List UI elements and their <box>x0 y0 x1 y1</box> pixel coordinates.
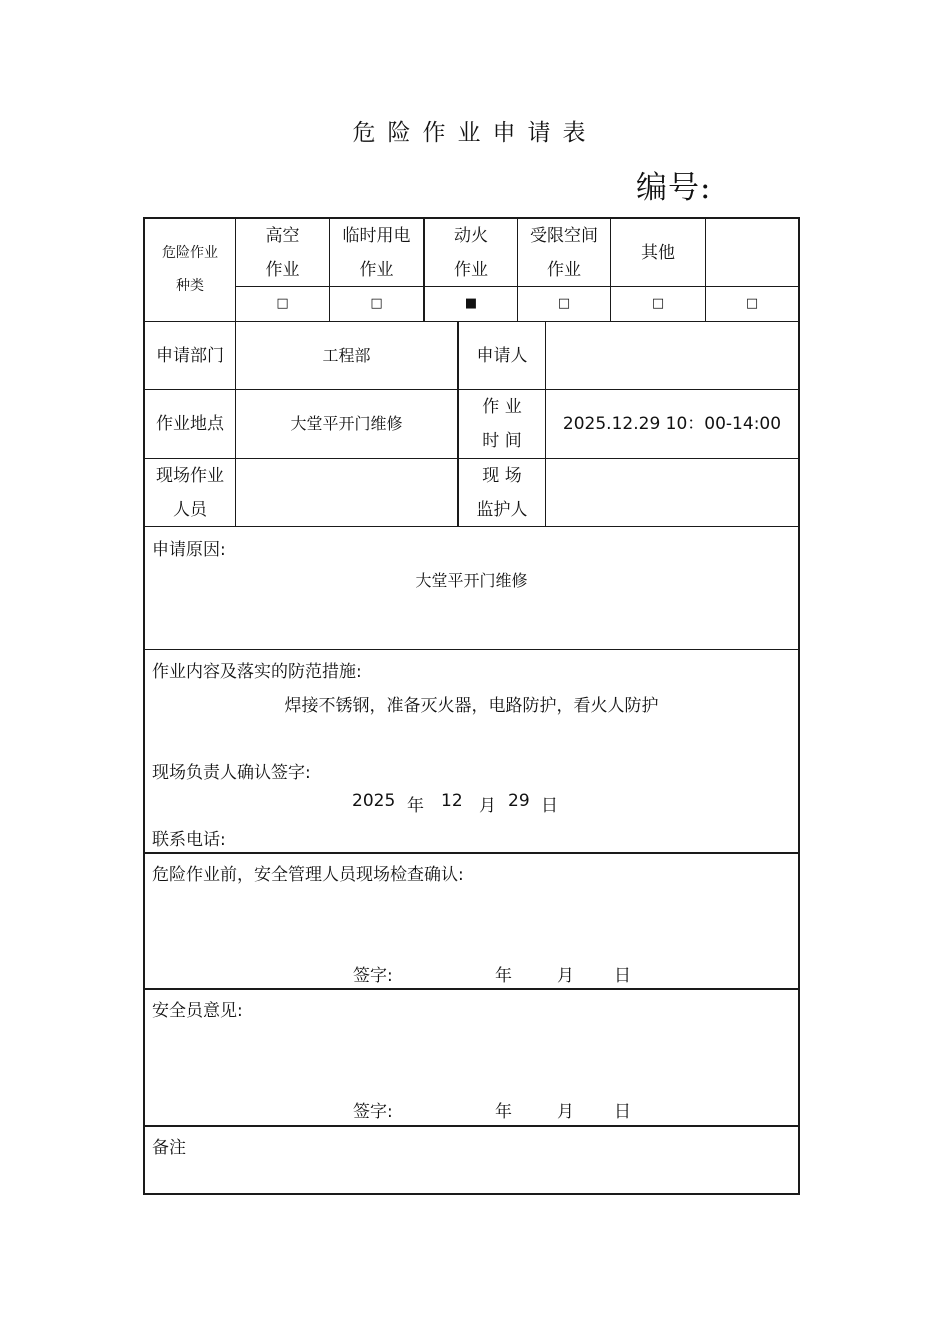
type-label: 作业 <box>359 259 394 280</box>
row-divider <box>143 649 800 650</box>
type-label: 临时用电 <box>342 225 411 246</box>
safety-year-unit: 年 <box>495 1102 512 1122</box>
remarks-label: 备注 <box>152 1138 186 1158</box>
location-label: 作业地点 <box>156 414 224 434</box>
type-label: 作业 <box>265 259 300 280</box>
type-label: 高空 <box>265 225 300 246</box>
dept-value[interactable]: 工程部 <box>322 345 371 365</box>
reason-label: 申请原因: <box>152 540 226 560</box>
precheck-month-unit: 月 <box>557 966 574 986</box>
type-confined-space <box>518 219 610 286</box>
type-label: 作业 <box>547 259 581 280</box>
precheck-label: 危险作业前，安全管理人员现场检查确认: <box>152 865 464 885</box>
type-blank <box>706 219 798 286</box>
location-value[interactable]: 大堂平开门维修 <box>290 414 403 433</box>
confirm-signature-label: 现场负责人确认签字: <box>152 763 311 783</box>
applicant-label: 申请人 <box>476 345 528 366</box>
row-divider <box>143 1125 800 1127</box>
guardian-label <box>459 459 545 526</box>
precheck-sign-label: 签字: <box>353 966 393 986</box>
row-divider <box>143 988 800 990</box>
workers-label-line1: 现场作业 <box>156 465 224 486</box>
checkbox-high-altitude[interactable]: □ <box>276 296 289 311</box>
type-label: 受限空间 <box>530 225 598 246</box>
table-border-bottom <box>143 1193 800 1195</box>
hazard-type-label-line2: 种类 <box>176 278 204 294</box>
page-title: 危险作业申请表 <box>352 120 598 146</box>
type-temporary-power <box>330 219 423 286</box>
confirm-day-unit: 日 <box>541 796 558 816</box>
confirm-month[interactable]: 12 <box>441 791 463 811</box>
hazard-type-label-line1: 危险作业 <box>162 245 218 261</box>
checkbox-blank[interactable]: □ <box>745 296 759 311</box>
guardian-value[interactable] <box>546 459 798 526</box>
safety-sign-label: 签字: <box>353 1102 393 1122</box>
serial-number-label: 编号: <box>636 170 712 206</box>
type-high-altitude <box>236 219 329 286</box>
type-label: 其他 <box>641 242 675 263</box>
checkbox-confined-space[interactable]: □ <box>557 296 571 311</box>
confirm-year[interactable]: 2025 <box>352 791 396 811</box>
work-time-value[interactable]: 2025.12.29 10：00-14:00 <box>562 414 782 434</box>
row-divider <box>143 526 800 527</box>
precheck-day-unit: 日 <box>614 966 631 986</box>
work-time-label <box>459 390 545 458</box>
safety-month-unit: 月 <box>557 1102 574 1122</box>
phone-label: 联系电话: <box>152 830 226 850</box>
precheck-year-unit: 年 <box>495 966 512 986</box>
type-other <box>611 219 705 286</box>
reason-value[interactable]: 大堂平开门维修 <box>415 571 528 590</box>
type-label: 动火 <box>454 225 488 246</box>
checkbox-other[interactable]: □ <box>651 296 665 311</box>
row-divider <box>143 852 800 854</box>
confirm-month-unit: 月 <box>479 796 496 816</box>
checkbox-temporary-power[interactable]: □ <box>370 296 383 311</box>
workers-label <box>145 459 235 526</box>
work-time-label-line2: 时 间 <box>482 431 522 451</box>
safety-day-unit: 日 <box>614 1102 631 1122</box>
type-hot-work <box>425 219 517 286</box>
workers-value[interactable] <box>236 459 457 526</box>
safety-opinion-label: 安全员意见: <box>152 1001 243 1021</box>
table-border-right <box>798 217 800 1195</box>
applicant-value[interactable] <box>546 322 798 389</box>
guardian-label-line1: 现 场 <box>482 465 522 486</box>
guardian-label-line2: 监护人 <box>476 499 528 520</box>
content-label: 作业内容及落实的防范措施: <box>152 662 362 682</box>
type-label: 作业 <box>454 259 488 280</box>
confirm-year-unit: 年 <box>407 796 424 816</box>
content-value[interactable]: 焊接不锈钢，准备灭火器，电路防护，看火人防护 <box>284 696 659 716</box>
hazard-type-label <box>145 219 235 321</box>
work-time-label-line1: 作 业 <box>482 397 522 417</box>
workers-label-line2: 人员 <box>173 499 207 520</box>
checkbox-hot-work[interactable]: ■ <box>464 296 478 311</box>
dept-label: 申请部门 <box>156 345 224 366</box>
confirm-day[interactable]: 29 <box>508 791 530 811</box>
